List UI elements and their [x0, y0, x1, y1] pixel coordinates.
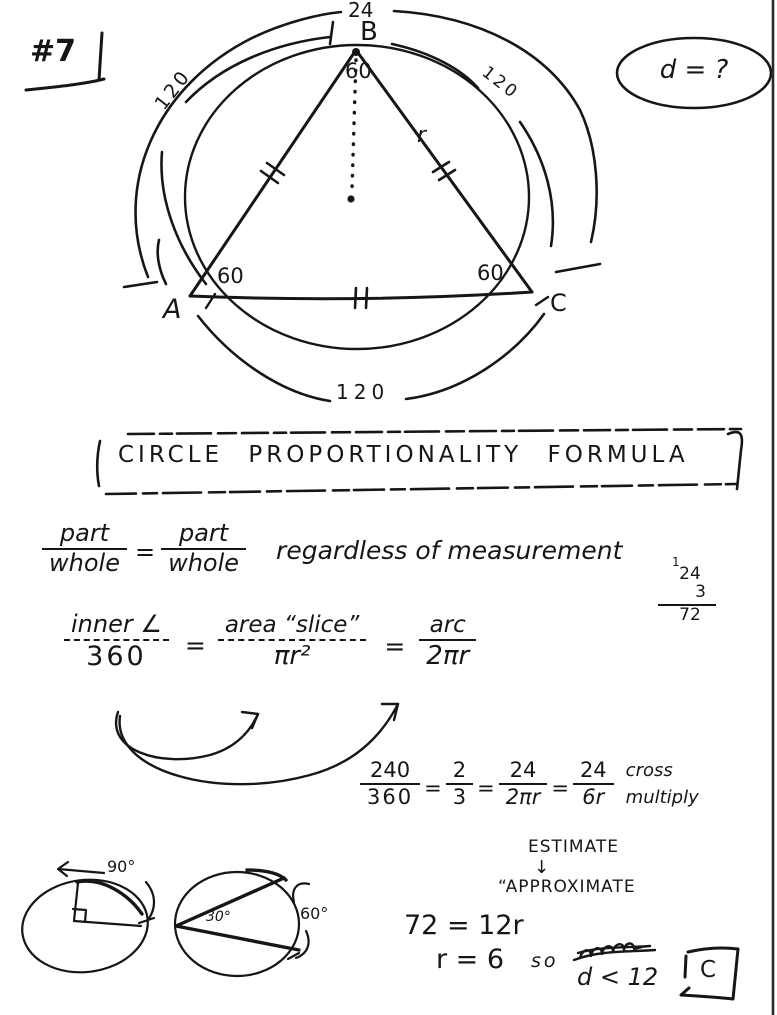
side-multiplication	[664, 556, 716, 625]
angle-c-label: 60	[477, 261, 504, 285]
proportion-note: regardless of measurement	[276, 536, 623, 566]
note-line-1: cross	[625, 760, 673, 781]
formula-arrows	[116, 704, 398, 784]
eq-fraction-1	[360, 758, 420, 809]
equation-row	[360, 757, 699, 811]
fraction-denominator: 360	[367, 785, 414, 809]
fraction-denominator: 6r	[582, 785, 605, 809]
vertex-ticks	[206, 294, 548, 308]
problem-number: #7	[30, 34, 77, 69]
carry-digit: 1	[672, 555, 680, 569]
fraction-numerator: 24	[579, 758, 607, 783]
cross-multiply-note	[626, 757, 699, 811]
eq-fraction-3	[499, 758, 548, 809]
arc-fraction	[419, 612, 476, 671]
top-arc-bracket	[124, 11, 600, 287]
page-title: CIRCLE PROPORTIONALITY FORMULA	[118, 442, 689, 468]
fraction-numerator: part	[59, 519, 110, 547]
angle-b-label: 60	[345, 59, 372, 83]
equals-sign: =	[184, 631, 206, 661]
arc-bottom-label: 120	[336, 380, 390, 404]
vertex-b-label: B	[360, 17, 378, 47]
eq-fraction-4	[573, 758, 614, 809]
side-tick-marks	[261, 162, 455, 308]
fraction-numerator: inner ∠	[71, 610, 162, 638]
fraction-denominator: whole	[168, 548, 240, 577]
area-fraction	[218, 612, 367, 671]
answer-choice: C	[700, 957, 717, 983]
scribble-strikeout	[574, 943, 655, 960]
fraction-numerator: 24	[509, 758, 537, 783]
approximate-line: “APPROXIMATE	[498, 877, 636, 898]
arc-pointer-arrow	[58, 862, 104, 876]
equals-sign: =	[477, 776, 495, 800]
left-arc-bracket	[158, 22, 333, 284]
right-angle-mark	[73, 909, 86, 922]
eq-fraction-2	[446, 758, 473, 809]
equals-sign: =	[134, 537, 156, 566]
mini-circle-central-angle	[17, 862, 154, 979]
vertex-a-label: A	[163, 294, 182, 325]
solution-connector: so	[531, 950, 559, 972]
fraction-denominator: 2πr	[505, 785, 541, 809]
fraction-numerator: 240	[370, 758, 411, 783]
proportion-left-fraction	[42, 520, 127, 578]
proportion-row	[42, 520, 622, 578]
multiplier: 3	[695, 581, 706, 602]
fraction-numerator: area “slice”	[224, 612, 360, 639]
vertex-c-label: C	[550, 289, 567, 317]
arc-60-label: 60°	[300, 904, 329, 923]
fraction-numerator: arc	[429, 612, 466, 639]
angle-a-label: 60	[217, 264, 244, 288]
arc-right-label: 120	[477, 62, 523, 104]
mini-circle-inscribed-angle	[175, 870, 309, 976]
inscribed-angle-label: 30°	[206, 909, 231, 925]
fraction-denominator: 360	[86, 640, 147, 672]
arc-total-label: 24	[348, 0, 374, 22]
center-dot	[347, 195, 354, 202]
fraction-numerator: 2	[452, 758, 467, 783]
fraction-numerator: part	[178, 519, 229, 547]
product: 72	[679, 604, 701, 625]
fraction-denominator: πr²	[273, 640, 311, 671]
solution-step-2: r = 6	[436, 944, 505, 975]
circle-outline	[185, 45, 529, 349]
question-bubble-text: d = ?	[659, 55, 729, 85]
proportion-right-fraction	[161, 520, 246, 578]
arc-left-label: 120	[150, 65, 196, 115]
down-arrow-icon: ↓	[534, 856, 551, 878]
equals-sign: =	[384, 632, 406, 662]
multiplicand: 24	[679, 564, 701, 584]
fraction-denominator: 2πr	[426, 640, 470, 671]
radius-label: r	[417, 123, 427, 148]
equals-sign: =	[424, 776, 442, 800]
formula-row	[64, 611, 476, 672]
angle-fraction	[64, 611, 169, 672]
estimate-line: ESTIMATE	[528, 837, 620, 857]
equals-sign: =	[551, 776, 569, 800]
solution-step-1: 72 = 12r	[404, 910, 524, 941]
estimate-note	[498, 838, 636, 898]
fraction-denominator: whole	[49, 548, 120, 577]
note-line-2: multiply	[625, 787, 699, 808]
vertex-b-dot	[352, 48, 360, 56]
central-angle-label: 90°	[107, 857, 136, 876]
fraction-denominator: 3	[452, 785, 467, 809]
solution-result: d < 12	[577, 963, 659, 991]
